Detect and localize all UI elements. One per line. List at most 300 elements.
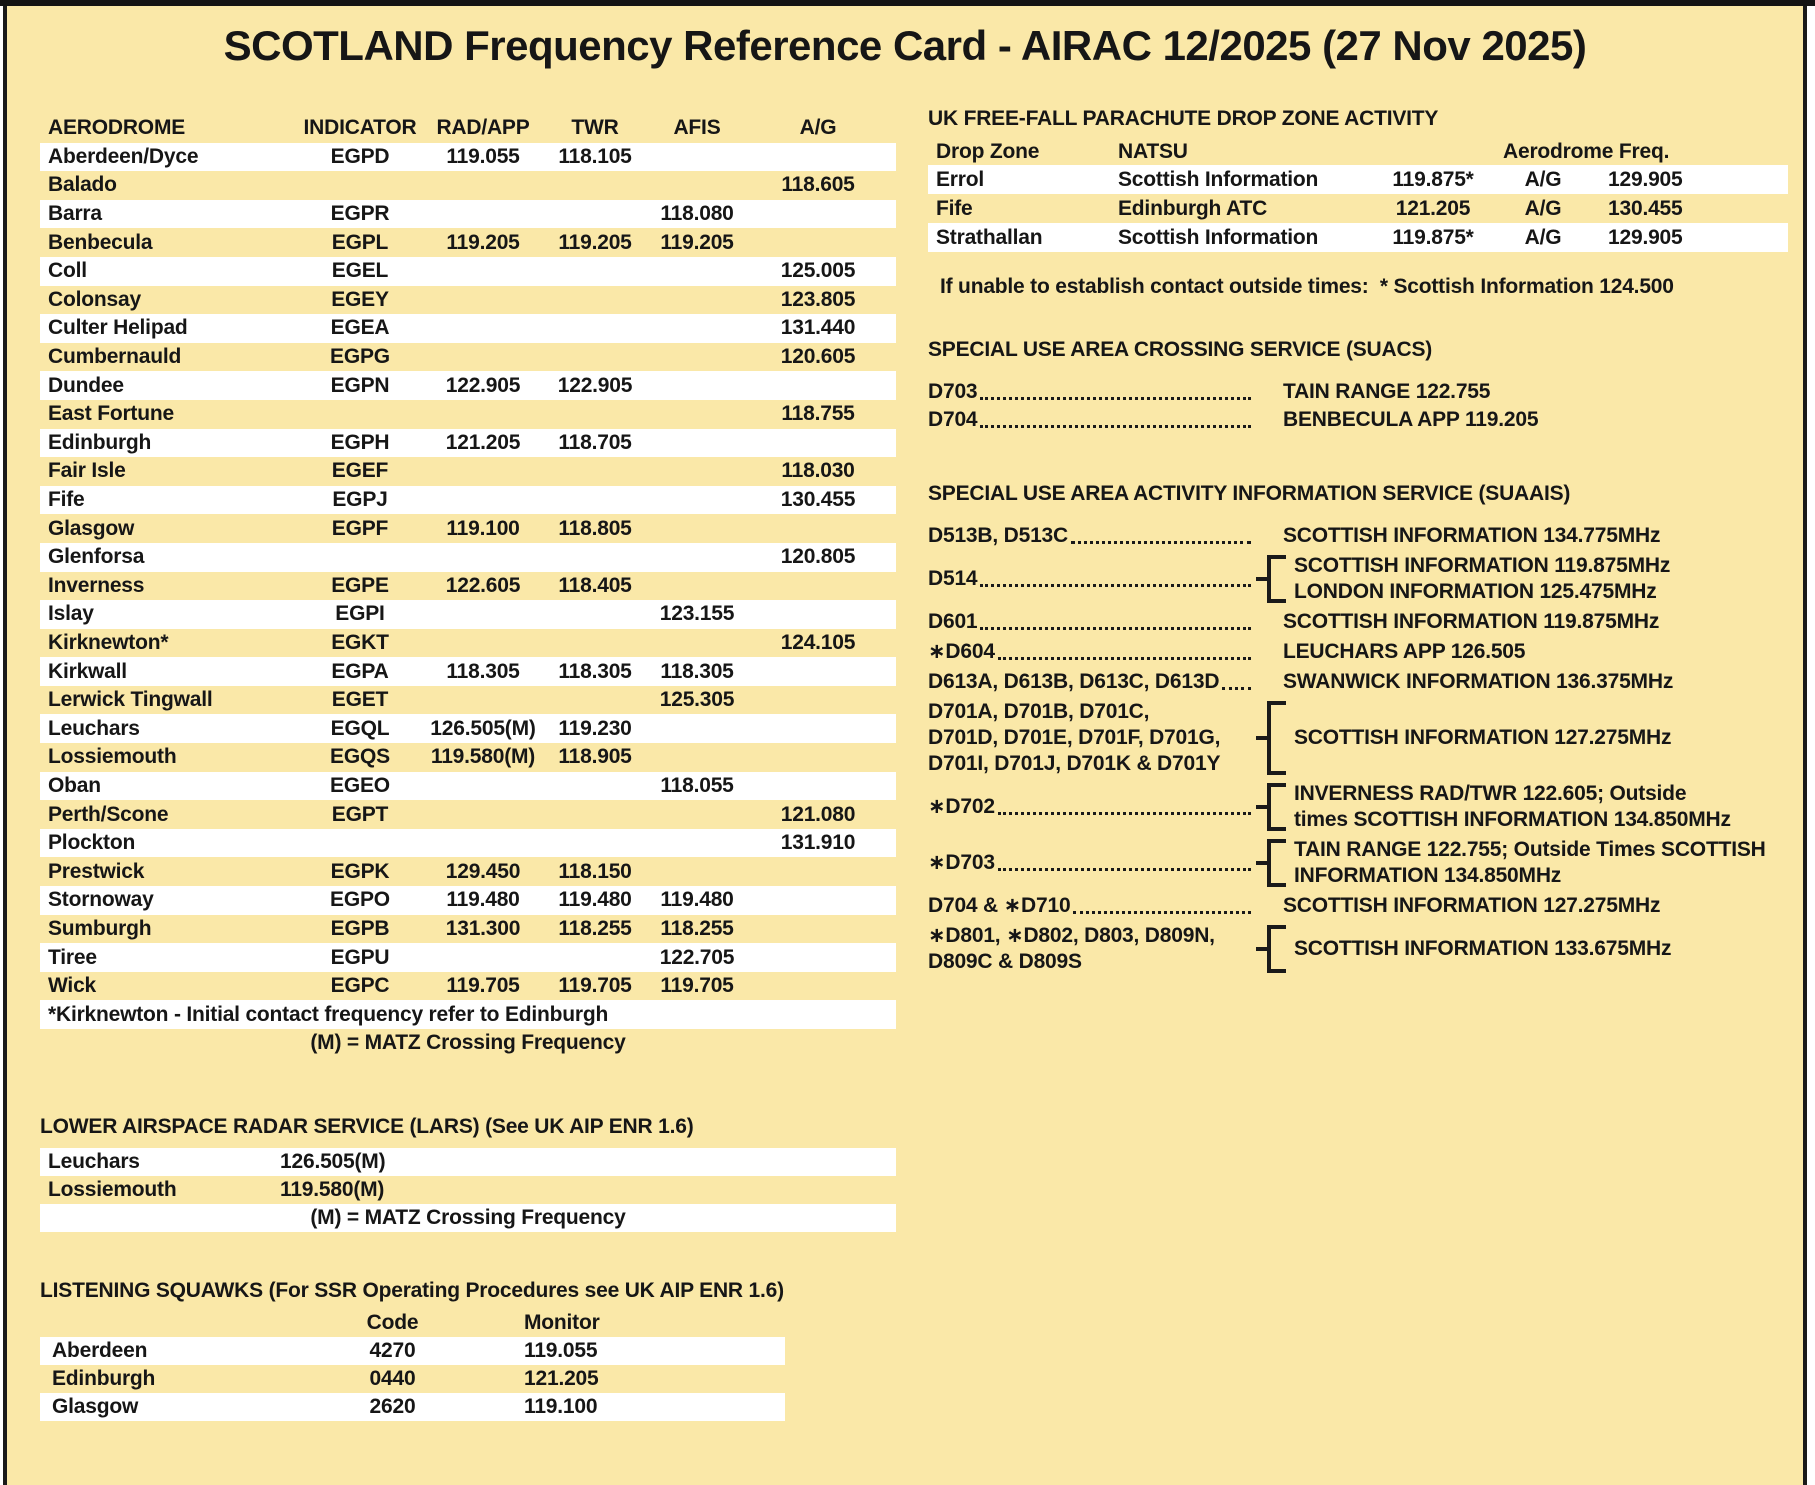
suaais-entry xyxy=(928,781,1788,833)
bracket xyxy=(1267,925,1286,973)
drop-zone-aerodrome-frequency: 129.905 xyxy=(1608,167,1683,191)
table-row xyxy=(40,286,896,315)
table-row xyxy=(40,200,896,229)
aerodrome-ag xyxy=(740,943,896,972)
squawk-row xyxy=(40,1337,785,1365)
aerodrome-ag xyxy=(740,514,896,543)
drop-zone-name: Errol xyxy=(936,167,985,191)
aerodrome-twr xyxy=(536,171,654,200)
aerodrome-rad-app xyxy=(430,200,536,229)
aerodrome-twr xyxy=(536,629,654,658)
aerodrome-twr xyxy=(536,800,654,829)
aerodrome-indicator: EGKT xyxy=(331,630,389,654)
suaais-entry-right xyxy=(1256,609,1788,635)
aerodrome-indicator: EGPC xyxy=(330,974,390,998)
matz-note: (M) = MATZ Crossing Frequency xyxy=(310,1031,626,1055)
suaais-entry-labels xyxy=(928,669,1219,695)
suacs-entry-values xyxy=(1256,378,1490,406)
aerodrome-name: Balado xyxy=(48,173,117,197)
aerodrome-indicator: EGPG xyxy=(330,345,390,369)
squawk-station: Edinburgh xyxy=(52,1367,156,1390)
danger-area-label: D809C & D809S xyxy=(928,950,1082,973)
page-title: SCOTLAND Frequency Reference Card - AIRAC 12/2025 (27 Nov 2025) xyxy=(223,22,1587,69)
suaais-entry-values xyxy=(1256,893,1660,919)
bracket-connector xyxy=(1256,736,1267,740)
table-row xyxy=(40,714,896,743)
aerodrome-indicator: EGEL xyxy=(331,259,389,283)
aerodrome-indicator: EGEY xyxy=(331,287,389,311)
aerodrome-rad-app: 119.480 xyxy=(446,888,520,912)
table-row xyxy=(40,257,896,286)
aerodrome-name: Fife xyxy=(48,488,85,512)
aerodrome-afis xyxy=(654,543,740,572)
aerodrome-afis xyxy=(654,514,740,543)
table-row xyxy=(40,543,896,572)
squawk-monitor: 119.055 xyxy=(524,1339,598,1362)
aerodrome-afis: 118.305 xyxy=(660,659,734,683)
danger-area-label: D514 xyxy=(928,567,978,590)
aerodrome-afis xyxy=(654,371,740,400)
dot-leader xyxy=(998,868,1251,871)
drop-zone-header-row xyxy=(928,139,1788,165)
service-frequency: SCOTTISH INFORMATION 134.775MHz xyxy=(1283,524,1661,547)
aerodrome-rad-app: 119.055 xyxy=(446,144,520,168)
aerodrome-name: East Fortune xyxy=(48,402,174,426)
squawks-heading: LISTENING SQUAWKS (For SSR Operating Procedures see UK AIP ENR 1.6) xyxy=(40,1279,784,1302)
aerodrome-ag: 121.080 xyxy=(780,802,856,826)
table-row xyxy=(40,943,896,972)
aerodrome-rad-app xyxy=(430,943,536,972)
suaais-entry-right xyxy=(1256,669,1788,695)
aerodrome-afis xyxy=(654,629,740,658)
col-header-ag: A/G xyxy=(799,116,837,140)
drop-zone-aerodrome-frequency: 129.905 xyxy=(1608,225,1683,249)
suaais-entry-left xyxy=(928,609,1256,635)
danger-area-label: ∗D703 xyxy=(928,851,995,874)
aerodrome-name: Lossiemouth xyxy=(48,745,177,769)
suaais-entry xyxy=(928,523,1788,549)
aerodrome-indicator: EGPB xyxy=(330,916,390,940)
aerodrome-ag xyxy=(740,743,896,772)
suacs-entry-labels xyxy=(928,378,977,406)
suaais-entry xyxy=(928,553,1788,605)
aerodrome-indicator: EGQS xyxy=(330,745,390,769)
aerodrome-rows xyxy=(40,143,896,1001)
col-header-code: Code xyxy=(366,1311,419,1334)
aerodrome-indicator: EGPO xyxy=(330,888,390,912)
squawks-col-spacer xyxy=(40,1309,320,1337)
aerodrome-twr xyxy=(536,543,654,572)
aerodrome-rad-app xyxy=(430,257,536,286)
service-frequency: TAIN RANGE 122.755; Outside Times SCOTTISH xyxy=(1294,838,1766,861)
aerodrome-name: Fair Isle xyxy=(48,459,126,483)
squawk-row xyxy=(40,1393,785,1421)
aerodrome-rad-app: 119.580(M) xyxy=(430,745,536,769)
suaais-section xyxy=(928,482,1788,975)
aerodrome-afis: 119.705 xyxy=(660,974,734,998)
suaais-entry-left xyxy=(928,639,1256,665)
aerodrome-twr xyxy=(536,286,654,315)
aerodrome-rad-app xyxy=(430,457,536,486)
aerodrome-twr: 118.905 xyxy=(558,745,632,769)
aerodrome-afis xyxy=(654,314,740,343)
aerodrome-twr: 118.405 xyxy=(558,573,632,597)
aerodrome-twr xyxy=(536,600,654,629)
dot-leader xyxy=(998,657,1251,660)
aerodrome-indicator: EGEF xyxy=(331,459,389,483)
aerodrome-name: Aberdeen/Dyce xyxy=(48,144,199,168)
aerodrome-twr: 119.205 xyxy=(558,230,632,254)
aerodrome-twr: 122.905 xyxy=(557,373,633,397)
suaais-entry-labels xyxy=(928,609,977,635)
aerodrome-ag xyxy=(740,143,896,172)
suaais-entry-left xyxy=(928,893,1256,919)
aerodrome-twr xyxy=(536,314,654,343)
aerodrome-twr: 118.705 xyxy=(558,430,632,454)
col-header-indicator: INDICATOR xyxy=(303,116,417,140)
aerodrome-rad-app xyxy=(430,343,536,372)
drop-zone-ag-label: A/G xyxy=(1524,167,1562,191)
suaais-entry-labels xyxy=(928,893,1070,919)
suacs-entry-right xyxy=(1256,406,1788,434)
suacs-entries xyxy=(928,378,1788,434)
aerodrome-ag xyxy=(740,972,896,1001)
suaais-entry xyxy=(928,837,1788,889)
squawk-station: Aberdeen xyxy=(52,1339,148,1362)
aerodrome-rad-app: 118.305 xyxy=(446,659,520,683)
aerodrome-indicator: EGPL xyxy=(331,230,389,254)
aerodrome-rad-app xyxy=(430,829,536,858)
aerodrome-afis: 119.205 xyxy=(660,230,734,254)
dot-leader xyxy=(980,397,1251,400)
drop-zone-frequency: 119.875* xyxy=(1392,167,1474,191)
aerodrome-rad-app: 122.905 xyxy=(445,373,521,397)
drop-zone-rows xyxy=(928,165,1788,252)
aerodrome-name: Oban xyxy=(48,773,101,797)
suaais-entry-values xyxy=(1286,923,1671,975)
danger-area-label: ∗D801, ∗D802, D803, D809N, xyxy=(928,924,1215,947)
aerodrome-rad-app xyxy=(430,314,536,343)
dot-leader xyxy=(980,425,1251,428)
squawks-rows xyxy=(40,1337,785,1421)
col-header-afis: AFIS xyxy=(673,116,721,140)
aerodrome-ag xyxy=(740,371,896,400)
lars-frequency: 126.505(M) xyxy=(280,1150,386,1173)
aerodrome-name: Dundee xyxy=(48,373,124,397)
table-row xyxy=(40,429,896,458)
aerodrome-ag xyxy=(740,200,896,229)
service-frequency: times SCOTTISH INFORMATION 134.850MHz xyxy=(1294,808,1731,831)
drop-zone-name: Fife xyxy=(936,196,973,220)
suaais-entry-labels xyxy=(928,794,995,820)
aerodrome-afis xyxy=(654,800,740,829)
squawk-monitor: 119.100 xyxy=(524,1395,598,1418)
aerodrome-ag xyxy=(740,657,896,686)
table-row xyxy=(40,857,896,886)
dot-leader xyxy=(1071,541,1251,544)
aerodrome-name: Plockton xyxy=(48,831,136,855)
bracket-connector xyxy=(1256,947,1267,951)
lars-rows xyxy=(40,1148,896,1204)
aerodrome-afis xyxy=(654,343,740,372)
dot-leader xyxy=(998,812,1251,815)
aerodrome-afis xyxy=(654,829,740,858)
aerodrome-afis: 125.305 xyxy=(659,688,735,712)
aerodrome-name: Islay xyxy=(48,602,94,626)
aerodrome-afis xyxy=(654,572,740,601)
aerodrome-name: Tiree xyxy=(48,945,97,969)
aerodrome-rad-app: 131.300 xyxy=(445,916,521,940)
aerodrome-afis xyxy=(654,286,740,315)
table-row xyxy=(40,143,896,172)
suaais-entry-labels xyxy=(928,639,995,665)
danger-area-label: ∗D604 xyxy=(928,640,995,663)
table-row xyxy=(40,572,896,601)
aerodrome-table-header xyxy=(40,114,896,143)
aerodrome-rad-app: 119.705 xyxy=(446,974,520,998)
aerodrome-rad-app: 119.205 xyxy=(446,230,520,254)
aerodrome-indicator: EGPH xyxy=(330,430,390,454)
suaais-entry xyxy=(928,669,1788,695)
suaais-entry-right xyxy=(1256,639,1788,665)
aerodrome-twr: 118.305 xyxy=(558,659,632,683)
aerodrome-twr: 119.480 xyxy=(558,888,632,912)
suaais-entry-labels xyxy=(928,923,1215,975)
drop-zone-row xyxy=(928,165,1788,194)
aerodrome-name: Colonsay xyxy=(48,287,141,311)
aerodrome-rad-app: 121.205 xyxy=(445,430,521,454)
aerodrome-name: Lerwick Tingwall xyxy=(48,688,213,712)
aerodrome-ag xyxy=(740,772,896,801)
table-row xyxy=(40,371,896,400)
aerodrome-twr: 118.255 xyxy=(558,916,632,940)
aerodrome-name: Wick xyxy=(48,974,97,998)
aerodrome-name: Coll xyxy=(48,259,87,283)
drop-zone-natsu: Scottish Information xyxy=(1118,225,1319,249)
col-header-twr: TWR xyxy=(571,116,619,140)
drop-zone-row xyxy=(928,194,1788,223)
squawk-row xyxy=(40,1365,785,1393)
lars-station: Leuchars xyxy=(48,1150,140,1173)
danger-area-label: ∗D702 xyxy=(928,795,995,818)
service-frequency: SCOTTISH INFORMATION 127.275MHz xyxy=(1283,894,1661,917)
suaais-entry-right xyxy=(1256,699,1788,777)
aerodrome-rad-app xyxy=(430,600,536,629)
danger-area-label: D704 xyxy=(928,408,978,431)
suaais-entry xyxy=(928,923,1788,975)
aerodrome-indicator: EGPU xyxy=(330,945,390,969)
bracket-connector xyxy=(1256,577,1267,581)
aerodrome-rad-app: 126.505(M) xyxy=(430,716,536,740)
bracket xyxy=(1267,783,1286,831)
aerodrome-afis xyxy=(654,857,740,886)
aerodrome-name: Glenforsa xyxy=(48,545,145,569)
aerodrome-indicator: EGPD xyxy=(330,144,390,168)
table-row xyxy=(40,686,896,715)
service-frequency: BENBECULA APP 119.205 xyxy=(1283,408,1539,431)
aerodrome-indicator xyxy=(290,171,430,200)
lars-row xyxy=(40,1176,896,1204)
table-row xyxy=(40,772,896,801)
aerodrome-rad-app: 122.605 xyxy=(445,573,521,597)
aerodrome-rad-app xyxy=(430,629,536,658)
service-frequency: INVERNESS RAD/TWR 122.605; Outside xyxy=(1294,782,1687,805)
bracket-connector xyxy=(1256,861,1267,865)
aerodrome-name: Perth/Scone xyxy=(48,802,169,826)
service-frequency: SCOTTISH INFORMATION 119.875MHz xyxy=(1283,610,1660,633)
suaais-entry-values xyxy=(1256,609,1659,635)
aerodrome-afis: 122.705 xyxy=(659,945,735,969)
aerodrome-indicator: EGPR xyxy=(330,202,390,226)
aerodrome-ag xyxy=(740,686,896,715)
dot-leader xyxy=(980,627,1251,630)
suaais-entry-values xyxy=(1286,699,1671,777)
suacs-entry-left xyxy=(928,406,1256,434)
suacs-entry-values xyxy=(1256,406,1538,434)
suaais-entry-values xyxy=(1256,669,1673,695)
service-frequency: INFORMATION 134.850MHz xyxy=(1294,864,1562,887)
aerodrome-afis xyxy=(654,429,740,458)
aerodrome-twr: 118.805 xyxy=(558,516,632,540)
aerodrome-ag xyxy=(740,600,896,629)
aerodrome-ag xyxy=(740,886,896,915)
aerodrome-ag xyxy=(740,429,896,458)
aerodrome-rad-app: 119.100 xyxy=(446,516,520,540)
aerodrome-indicator xyxy=(290,543,430,572)
lars-station: Lossiemouth xyxy=(48,1178,177,1201)
danger-area-label: D601 xyxy=(928,610,978,633)
suaais-entry-labels xyxy=(928,523,1068,549)
lars-matz-note: (M) = MATZ Crossing Frequency xyxy=(40,1204,896,1232)
aerodrome-rad-app xyxy=(430,543,536,572)
aerodrome-afis xyxy=(654,486,740,515)
aerodrome-afis xyxy=(654,714,740,743)
aerodrome-indicator: EGPT xyxy=(331,802,389,826)
aerodrome-afis xyxy=(654,257,740,286)
danger-area-label: D701D, D701E, D701F, D701G, xyxy=(928,726,1221,749)
suaais-entry xyxy=(928,609,1788,635)
drop-zone-frequency: 121.205 xyxy=(1395,196,1471,220)
dot-leader xyxy=(980,584,1251,587)
suacs-entry-left xyxy=(928,378,1256,406)
drop-zone-natsu: Edinburgh ATC xyxy=(1118,196,1268,220)
aerodrome-afis xyxy=(654,400,740,429)
table-row xyxy=(40,486,896,515)
service-frequency: TAIN RANGE 122.755 xyxy=(1283,380,1491,403)
drop-zone-heading: UK FREE-FALL PARACHUTE DROP ZONE ACTIVITY xyxy=(928,107,1439,130)
aerodrome-rad-app xyxy=(430,286,536,315)
suaais-heading: SPECIAL USE AREA ACTIVITY INFORMATION SERVICE (SUAAIS) xyxy=(928,482,1571,505)
aerodrome-indicator: EGPN xyxy=(330,373,390,397)
col-header-natsu: NATSU xyxy=(1118,140,1188,163)
aerodrome-name: Inverness xyxy=(48,573,145,597)
table-row xyxy=(40,228,896,257)
aerodrome-name: Cumbernauld xyxy=(48,345,182,369)
suaais-entry xyxy=(928,639,1788,665)
aerodrome-table xyxy=(40,114,896,1058)
suaais-entry-left xyxy=(928,781,1256,833)
aerodrome-name: Glasgow xyxy=(48,516,135,540)
service-frequency: LEUCHARS APP 126.505 xyxy=(1283,640,1526,663)
aerodrome-ag: 118.605 xyxy=(781,173,855,197)
aerodrome-ag: 118.030 xyxy=(781,459,855,483)
table-row xyxy=(40,457,896,486)
suacs-entry-labels xyxy=(928,406,977,434)
aerodrome-twr xyxy=(536,200,654,229)
aerodrome-rad-app xyxy=(430,800,536,829)
aerodrome-twr: 118.150 xyxy=(558,859,632,883)
col-header-aerodrome-freq: Aerodrome Freq. xyxy=(1503,140,1670,163)
aerodrome-name: Kirknewton* xyxy=(48,630,169,654)
suaais-entry-values xyxy=(1286,781,1731,833)
suaais-entry-values xyxy=(1256,639,1525,665)
danger-area-label: D701I, D701J, D701K & D701Y xyxy=(928,752,1221,775)
aerodrome-name: Sumburgh xyxy=(48,916,152,940)
aerodrome-ag: 118.755 xyxy=(781,402,855,426)
aerodrome-indicator: EGQL xyxy=(330,716,390,740)
aerodrome-rad-app xyxy=(430,171,536,200)
aerodrome-name: Prestwick xyxy=(48,859,145,883)
squawk-code: 4270 xyxy=(369,1339,416,1362)
suaais-entry-labels xyxy=(928,850,995,876)
suaais-entry-values xyxy=(1286,837,1766,889)
aerodrome-ag: 130.455 xyxy=(780,488,856,512)
col-header-drop-zone: Drop Zone xyxy=(936,140,1040,163)
drop-zone-aerodrome-frequency: 130.455 xyxy=(1608,196,1683,220)
squawk-code: 2620 xyxy=(369,1395,416,1418)
aerodrome-twr: 119.705 xyxy=(558,974,632,998)
suaais-entry-right xyxy=(1256,523,1788,549)
bracket xyxy=(1267,555,1286,603)
service-frequency: LONDON INFORMATION 125.475MHz xyxy=(1294,580,1657,603)
aerodrome-ag xyxy=(740,915,896,944)
table-row xyxy=(40,657,896,686)
drop-zone-ag-label: A/G xyxy=(1524,196,1562,220)
aerodrome-indicator: EGPA xyxy=(331,659,389,683)
aerodrome-afis: 118.080 xyxy=(660,202,734,226)
suacs-entry xyxy=(928,378,1788,406)
aerodrome-rad-app xyxy=(430,772,536,801)
aerodrome-twr xyxy=(536,943,654,972)
aerodrome-ag: 120.805 xyxy=(780,545,856,569)
suaais-entry-values xyxy=(1286,553,1670,605)
dot-leader xyxy=(1073,911,1251,914)
aerodrome-afis: 123.155 xyxy=(659,602,735,626)
table-row xyxy=(40,171,896,200)
aerodrome-ag: 131.440 xyxy=(780,316,856,340)
squawk-station: Glasgow xyxy=(52,1395,139,1418)
table-row xyxy=(40,629,896,658)
table-row xyxy=(40,829,896,858)
aerodrome-ag: 123.805 xyxy=(780,287,856,311)
aerodrome-name: Kirkwall xyxy=(48,659,127,683)
suaais-entry-left xyxy=(928,669,1256,695)
lars-heading: LOWER AIRSPACE RADAR SERVICE (LARS) (See UK AIP ENR 1.6) xyxy=(40,1115,694,1138)
drop-zone-frequency: 119.875* xyxy=(1392,225,1474,249)
danger-area-label: D701A, D701B, D701C, xyxy=(928,700,1150,723)
aerodrome-name: Culter Helipad xyxy=(48,316,188,340)
aerodrome-name: Leuchars xyxy=(48,716,140,740)
aerodrome-afis: 118.255 xyxy=(660,916,734,940)
aerodrome-name: Stornoway xyxy=(48,888,154,912)
suaais-entries xyxy=(928,523,1788,975)
suaais-entry-left xyxy=(928,837,1256,889)
suaais-entry-left xyxy=(928,553,1256,605)
aerodrome-indicator: EGPJ xyxy=(332,488,388,512)
aerodrome-indicator xyxy=(290,400,430,429)
drop-zone-note: If unable to establish contact outside times: * Scottish Information 124.500 xyxy=(940,275,1674,298)
suaais-entry-labels xyxy=(928,699,1220,777)
